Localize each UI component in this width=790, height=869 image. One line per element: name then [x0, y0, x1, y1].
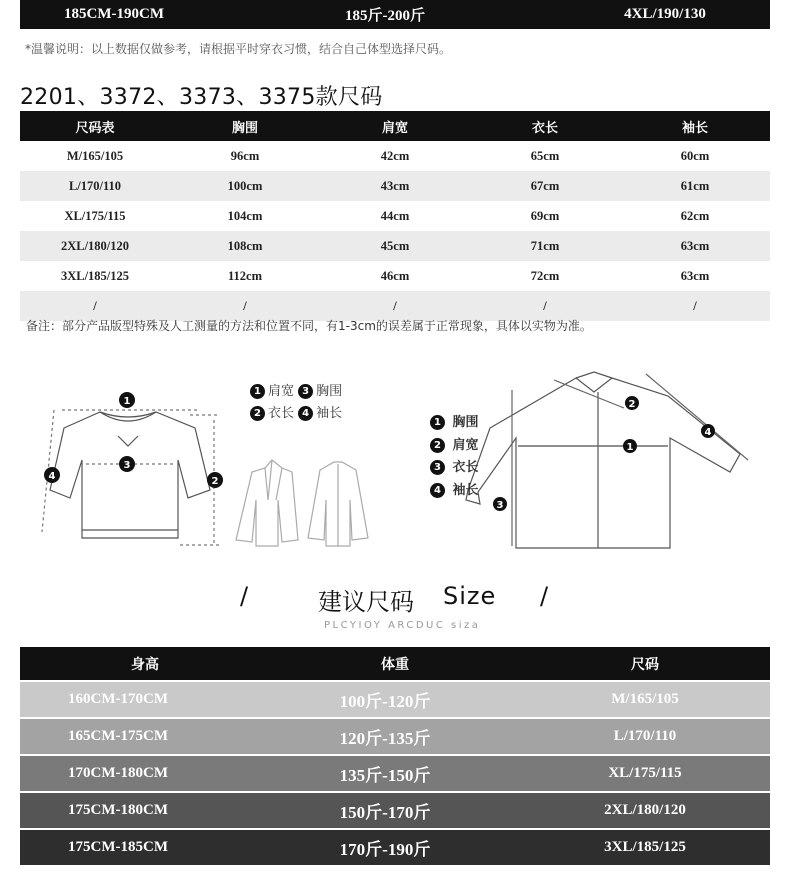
number-badge: 1 — [250, 384, 265, 399]
suggestion-heading — [0, 578, 790, 618]
row-weight: 120斤-135斤 — [339, 729, 431, 748]
number-badge: 4 — [298, 406, 313, 421]
legend-label: 肩宽 — [268, 384, 295, 399]
number-badge: 3 — [430, 460, 445, 475]
row-size: M/165/105 — [611, 691, 679, 707]
cell: / — [320, 291, 470, 321]
suggestion-title: 建议尺码 — [318, 588, 414, 616]
cell: 100cm — [170, 171, 320, 201]
row-height: 160CM-170CM — [68, 691, 168, 707]
svg-text:3: 3 — [123, 460, 131, 471]
number-badge: 1 — [430, 415, 445, 430]
top-size-row — [20, 0, 770, 29]
cell: 104cm — [227, 208, 263, 223]
cell: 45cm — [320, 231, 470, 261]
cell: 43cm — [320, 171, 470, 201]
recommend-header — [20, 647, 770, 680]
table-row — [20, 261, 770, 291]
table-row — [20, 201, 770, 231]
recommend-table — [20, 647, 770, 865]
size-table-header — [20, 111, 770, 141]
legend-label: 胸围 — [452, 415, 479, 430]
legend-label: 袖长 — [316, 406, 343, 421]
shirt-drawing — [466, 372, 740, 548]
number-badge: 2 — [250, 406, 265, 421]
recommend-row — [20, 756, 770, 791]
row-size: L/170/110 — [613, 728, 677, 744]
cell: 63cm — [620, 231, 770, 261]
top-height: 185CM-190CM — [64, 6, 164, 22]
cell: 2XL/180/120 — [20, 231, 170, 261]
tip-note: *温馨说明：以上数据仅做参考，请根据平时穿衣习惯，结合自己体型选择尺码。 — [25, 42, 452, 56]
cell: 65cm — [530, 148, 560, 163]
svg-text:2: 2 — [211, 476, 219, 487]
row-size: 2XL/180/120 — [604, 802, 686, 818]
measurement-diagram — [20, 350, 770, 560]
row-height: 175CM-185CM — [68, 839, 168, 855]
table-row — [20, 171, 770, 201]
header-shoulder: 肩宽 — [320, 111, 470, 141]
cell: XL/175/115 — [64, 208, 126, 223]
cell: 67cm — [470, 171, 620, 201]
number-badge: 3 — [298, 384, 313, 399]
header-weight: 体重 — [381, 656, 409, 673]
cell: / — [20, 291, 170, 321]
cell: 61cm — [620, 171, 770, 201]
legend-right — [430, 412, 479, 502]
svg-text:2: 2 — [628, 399, 636, 410]
size-section-title: 2201、3372、3373、3375款尺码 — [20, 85, 383, 110]
cell: 62cm — [680, 208, 710, 223]
svg-text:1: 1 — [123, 396, 131, 407]
sweatshirt-drawing — [50, 412, 210, 538]
number-badge: 4 — [430, 483, 445, 498]
table-row — [20, 141, 770, 171]
cell: 63cm — [680, 268, 710, 283]
row-weight: 150斤-170斤 — [339, 803, 431, 822]
cell: / — [170, 291, 320, 321]
row-size: XL/175/115 — [608, 765, 682, 781]
header-length: 衣长 — [470, 111, 620, 141]
legend-label: 肩宽 — [452, 437, 479, 453]
suggestion-subtitle: PLCYIOY ARCDUC siza — [324, 620, 481, 631]
legend-label: 袖长 — [452, 482, 479, 498]
legend-label: 衣长 — [268, 406, 295, 421]
legend-label: 胸围 — [316, 384, 343, 399]
cell: 112cm — [227, 268, 263, 283]
cell: 96cm — [230, 148, 260, 163]
top-size: 4XL/190/130 — [624, 6, 706, 22]
row-weight: 135斤-150斤 — [339, 766, 431, 785]
size-table — [20, 111, 770, 321]
cell: 72cm — [530, 268, 560, 283]
row-weight: 170斤-190斤 — [339, 840, 431, 859]
slash-right: / — [540, 582, 549, 610]
jacket-drawing — [308, 462, 368, 546]
header-height: 身高 — [131, 656, 159, 673]
recommend-row — [20, 682, 770, 717]
header-size: 尺码表 — [20, 111, 170, 141]
row-height: 165CM-175CM — [68, 728, 168, 744]
cell: 108cm — [170, 231, 320, 261]
svg-text:4: 4 — [704, 427, 712, 438]
recommend-row — [20, 830, 770, 865]
cell: L/170/110 — [20, 171, 170, 201]
blazer-drawing — [236, 460, 298, 546]
row-height: 175CM-180CM — [68, 802, 168, 818]
recommend-row — [20, 719, 770, 754]
legend-label: 衣长 — [452, 460, 479, 475]
measurement-note: 备注：部分产品版型特殊及人工测量的方法和位置不同，有1-3cm的误差属于正常现象，具体以实物为准。 — [26, 319, 592, 333]
header-sleeve: 袖长 — [620, 111, 770, 141]
slash-left: / — [240, 582, 249, 610]
recommend-row — [20, 793, 770, 828]
row-height: 170CM-180CM — [68, 765, 168, 781]
cell: / — [470, 291, 620, 321]
row-size: 3XL/185/125 — [604, 839, 686, 855]
svg-text:1: 1 — [626, 442, 634, 453]
suggestion-title-en: Size — [443, 582, 497, 610]
cell: 71cm — [470, 231, 620, 261]
cell: 44cm — [380, 208, 410, 223]
top-weight: 185斤-200斤 — [345, 8, 425, 24]
cell: 69cm — [530, 208, 560, 223]
cell: M/165/105 — [66, 148, 124, 163]
header-size: 尺码 — [631, 656, 659, 673]
legend-left — [250, 381, 342, 425]
cell: 46cm — [380, 268, 410, 283]
cell: 3XL/185/125 — [60, 268, 130, 283]
cell: 60cm — [680, 148, 710, 163]
number-badge: 2 — [430, 438, 445, 453]
table-row — [20, 231, 770, 261]
header-chest: 胸围 — [170, 111, 320, 141]
cell: 42cm — [380, 148, 410, 163]
cell: / — [620, 291, 770, 321]
svg-text:3: 3 — [496, 500, 504, 511]
svg-text:4: 4 — [48, 471, 56, 482]
row-weight: 100斤-120斤 — [339, 692, 431, 711]
